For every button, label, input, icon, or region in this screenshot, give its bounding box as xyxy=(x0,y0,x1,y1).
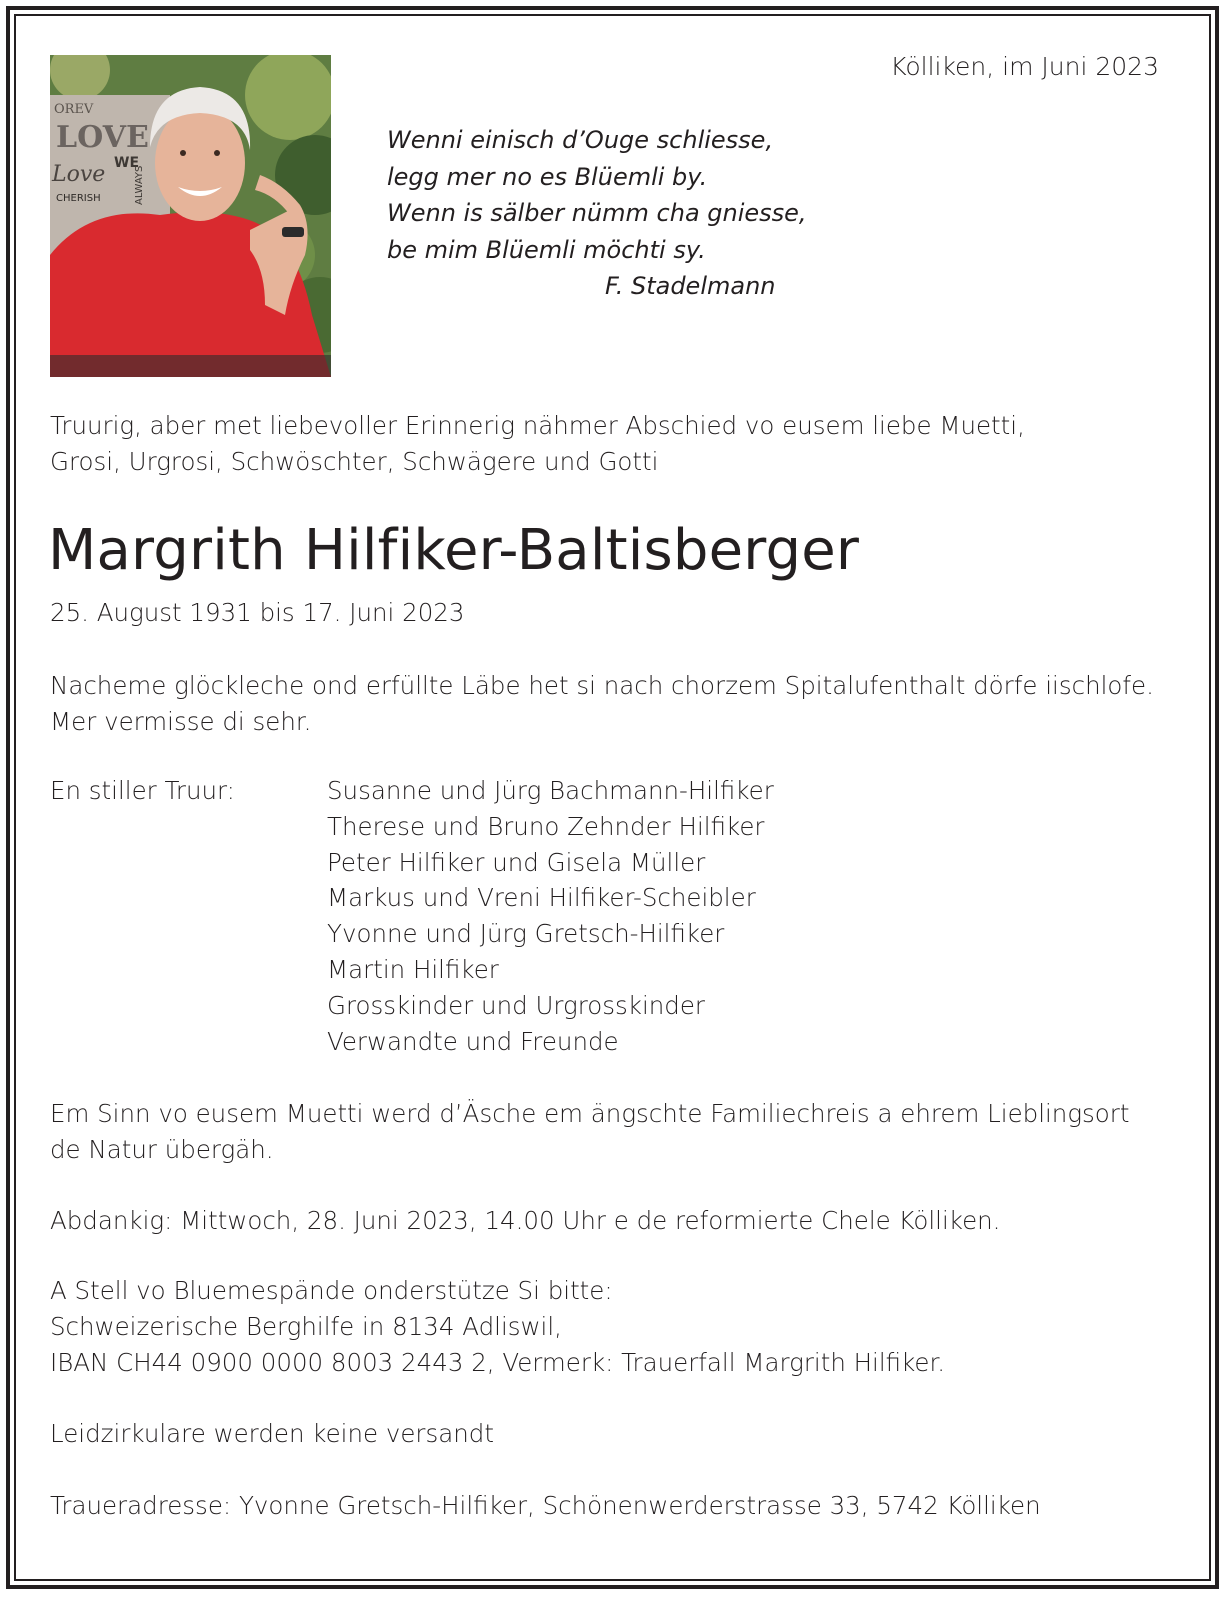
poem-line: legg mer no es Blüemli by. xyxy=(387,162,708,191)
mourner-name: Yvonne und Jürg Gretsch-Hilfiker xyxy=(327,919,725,949)
backdrop-text-4: Love xyxy=(52,162,106,187)
address-text: Traueradresse: Yvonne Gretsch-Hilfiker, Schönenwerderstrasse 33, 5742 Kölliken xyxy=(50,1491,1041,1520)
mourner-name: Martin Hilfiker xyxy=(327,954,499,984)
backdrop-text-5: CHERISH xyxy=(56,193,101,204)
ashes-line: Em Sinn vo eusem Muetti werd d’Äsche em ängschte Familiechreis a ehrem Lieblingsort xyxy=(50,1099,1130,1128)
message-line: Nacheme glöckleche ond erfüllte Läbe het si nach chorzem Spitalufenthalt dörfe iischlofe. xyxy=(50,671,1154,700)
poem-line: Wenn is sälber nümm cha gniesse, xyxy=(387,199,807,227)
ashes-line: de Natur übergäh. xyxy=(50,1135,274,1164)
mourner-name: Markus und Vreni Hilfiker-Scheibler xyxy=(327,883,756,913)
notice-text: Leidzirkulare werden keine versandt xyxy=(50,1419,494,1448)
ashes-paragraph xyxy=(50,1096,1129,1168)
mourner-name: Therese und Bruno Zehnder Hilfiker xyxy=(327,811,765,841)
deceased-name: Margrith Hilfiker-Baltisberger xyxy=(48,518,860,583)
poem-line: Wenni einisch d’Ouge schliesse, xyxy=(387,126,774,154)
donation-line: Schweizerische Berghilfe in 8134 Adliswil, xyxy=(50,1312,562,1341)
poem-author: F. Stadelmann xyxy=(605,272,776,300)
mourners-label: En stiller Truur: xyxy=(50,776,235,805)
message-line: Mer vermisse di sehr. xyxy=(50,707,312,736)
backdrop-text-2: LOVE xyxy=(56,120,149,155)
backdrop-text-3: WE xyxy=(114,155,140,171)
donation-line: A Stell vo Bluemespände onderstütze Si bitte: xyxy=(50,1276,613,1305)
intro-line: Grosi, Urgrosi, Schwöschter, Schwägere und Gotti xyxy=(50,447,659,476)
mourner-name: Susanne und Jürg Bachmann-Hilfiker xyxy=(327,776,774,805)
life-dates xyxy=(50,595,464,631)
service-text: Abdankig: Mittwoch, 28. Juni 2023, 14.00 Uhr e de reformierte Chele Kölliken. xyxy=(50,1206,1001,1235)
poem xyxy=(387,122,807,305)
place-date: Kölliken, im Juni 2023 xyxy=(890,52,1159,81)
backdrop-text-6: ALWAYS xyxy=(134,165,145,205)
address-paragraph xyxy=(50,1488,1041,1524)
message-paragraph xyxy=(50,668,1154,740)
backdrop-text-1: OREV xyxy=(54,102,94,117)
mourner-name: Peter Hilfiker und Gisela Müller xyxy=(327,847,706,877)
mourners-list xyxy=(327,773,774,1059)
life-dates-text: 25. August 1931 bis 17. Juni 2023 xyxy=(50,598,465,627)
donation-line: IBAN CH44 0900 0000 8003 2443 2, Vermerk: Trauerfall Margrith Hilfiker. xyxy=(50,1348,946,1377)
intro-paragraph xyxy=(50,408,1025,480)
mourner-name: Grosskinder und Urgrosskinder xyxy=(327,990,705,1020)
mourner-name: Verwandte und Freunde xyxy=(327,1026,619,1056)
notice-paragraph xyxy=(50,1416,494,1452)
portrait-photo xyxy=(50,55,331,377)
donation-paragraph xyxy=(50,1273,945,1381)
intro-line: Truurig, aber met liebevoller Erinnerig nähmer Abschied vo eusem liebe Muetti, xyxy=(50,411,1025,440)
poem-line: be mim Blüemli möchti sy. xyxy=(387,235,706,264)
service-paragraph xyxy=(50,1203,1000,1239)
